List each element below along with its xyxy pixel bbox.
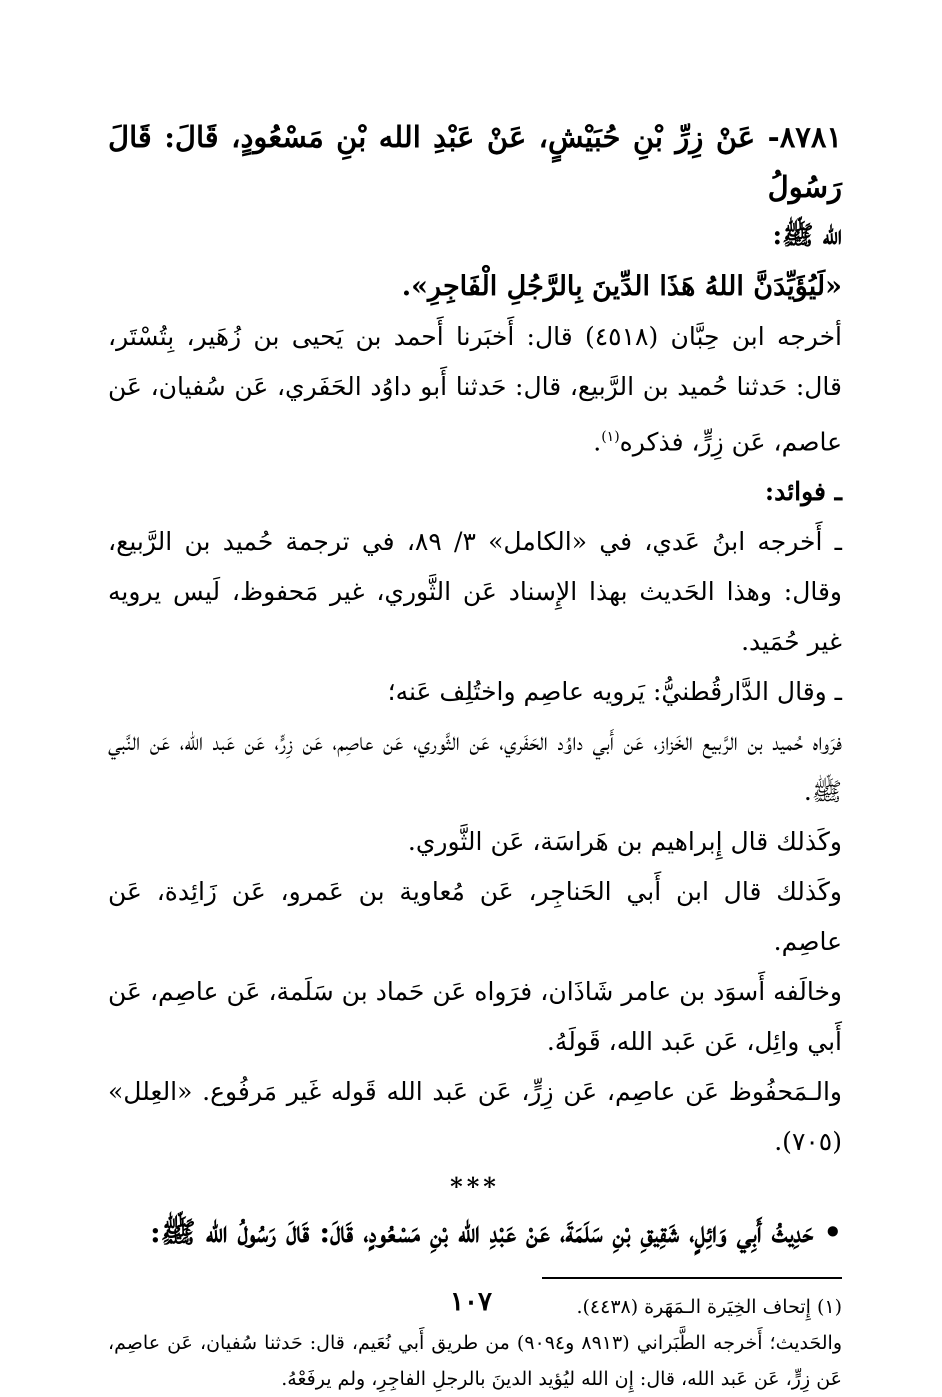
hadith-heading [108, 112, 842, 212]
footnote-1: (١) إِتحاف الخِيَرة الـمَهَرة (٤٤٣٨). [576, 1296, 842, 1319]
paragraph-ibrahim: وكَذلك قال إِبراهيم بن هَراسَة، عَن الثَّوري. [407, 827, 842, 857]
hadith-matn: «لَيُؤَيِّدَنَّ اللهُ هَذَا الدِّينَ بِالرَّجُلِ الْفَاجِرِ». [401, 271, 842, 302]
paragraph-mahfuz: والـمَحفُوظ عَن عاصِم، عَن زِرٍّ، عَن عَبد الله قَوله غَير مَرفُوع. «العِلل» (٧٠٥). [108, 1077, 842, 1157]
paragraph-daraqutni: ـ وقال الدَّارقُطنيُّ: يَرويه عاصِم واختُلِف عَنه؛ [387, 677, 842, 707]
paragraph-ibn-abi-alhanajir: وكَذلك قال ابن أَبي الحَناجِر، عَن مُعاوية بن عَمرو، عَن زَائِدة، عَن عاصِم. [108, 877, 842, 957]
page-body [108, 112, 842, 1397]
takhrij-paragraph: أخرجه ابن حِبَّان (٤٥١٨) قال: أَخبَرنا أَحمد بن يَحيى بن زُهَير، بِتُسْتَر، قال: حَدثنا حُميد بن الرَّبيع، قال: حَدثنا أَبو داوُد الحَفَري، عَن سُفيان، عَن عاصم، عَن زِرٍّ، فذكره$^{(١)}$. [108, 322, 842, 457]
takhrij-text: أخرجه ابن حِبَّان (٤٥١٨) قال: أَخبَرنا أَحمد بن يَحيى بن زُهَير، بِتُسْتَر، قال: حَدثنا حُميد بن الرَّبيع، قال: حَدثنا أَبو داوُد الحَفَري، عَن سُفيان، عَن عاصم، عَن زِرٍّ، فذكره [108, 322, 842, 457]
paragraph-ibn-adi: ـ أَخرجه ابنُ عَدي، في «الكامل» ٣/ ٨٩، في ترجمة حُميد بن الرَّبيع، وقال: وهذا الحَديث بهذا الإِسناد عَن الثَّوري، غير مَحفوظ، لَيس يرويه غير حُمَيد. [108, 527, 843, 657]
footnote-ref[interactable]: (١) [601, 429, 620, 445]
fawaid-heading: ـ فوائد: [764, 477, 842, 507]
page-number: ١٠٧ [450, 1287, 492, 1317]
footnote-1-continuation: والحَديث؛ أَخرجه الطَّبَراني (٨٩١٣ و٩٠٩٤) من طريق أَبي نُعَيم، قال: حَدثنا سُفيان، عَن عاصِم، عَن زِرٍّ، عَن عَبد الله، قال: إِن الله ليُؤيد الدينَ بالرجلِ الفاجِرِ، ولم يرفَعْهُ. [108, 1332, 842, 1391]
next-hadith-heading: • حَدِيثُ أَبِي وَائِلٍ، شَقِيقِ بْنِ سَلَمَةَ، عَنْ عَبْدِ الله بْنِ مَسْعُودٍ، قَالَ: قَالَ رَسُولُ الله ﷺ: [149, 1215, 842, 1250]
paragraph-aswad: وخالَفه أَسوَد بن عامر شَاذَان، فرَواه عَن حَماد بن سَلَمة، عَن عاصِم، عَن أَبي وائِل، عَن عَبد الله، قَولَهُ. [108, 977, 842, 1057]
hadith-heading-line1: ٨٧٨١- عَنْ زِرِّ بْنِ حُبَيْشٍ، عَنْ عَبْدِ الله بْنِ مَسْعُودٍ، قَالَ: قَالَ رَسُولُ [108, 120, 842, 204]
paragraph-humaid-narration: فرَواه حُميد بن الرَّبيع الخَزاز، عَن أَبي داوُد الحَفَري، عَن الثَّوري، عَن عاصِم، عَن زِرٍّ، عَن عَبد الله، عَن النَّبي ﷺ. [108, 727, 842, 807]
hadith-heading-continuation: الله ﷺ: [772, 221, 842, 251]
section-separator-stars: *** [450, 1172, 500, 1202]
footnote-divider [542, 1277, 842, 1279]
